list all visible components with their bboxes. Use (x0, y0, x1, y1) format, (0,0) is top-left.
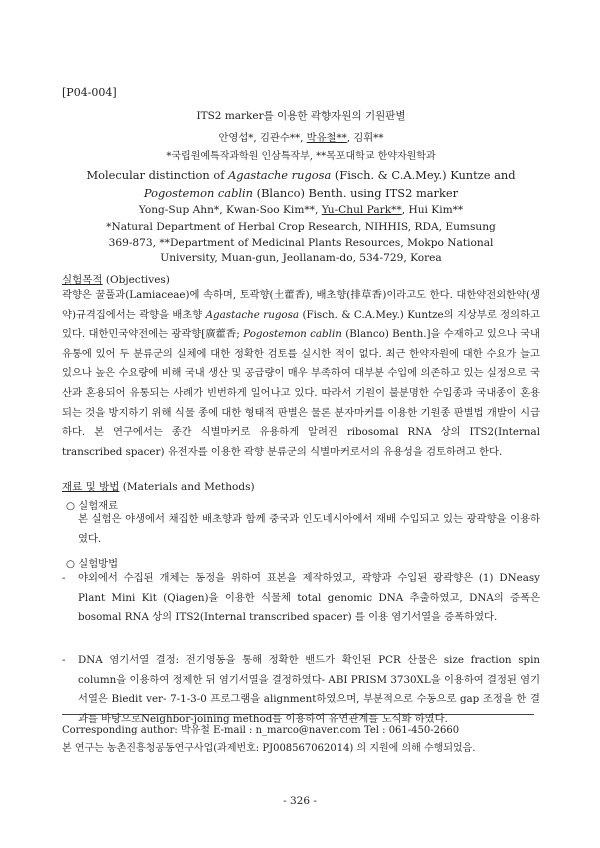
subheading-methods: ○ 실험방법 (66, 558, 119, 570)
objectives-text-1: 곽향은 꿀풀과(Lamiaceae)에 속하며, 토곽향(土藿香), 배초향(排草香)이라고도 한다. 대한약전외한약(생약)규격집에서는 곽향을 배초향 (62, 289, 540, 321)
section-heading-objectives (62, 272, 170, 287)
footnote-divider (62, 714, 534, 715)
objectives-heading-en: (Objectives) (102, 274, 170, 286)
title-en-text-b: (Fisch. & C.A.Mey.) Kuntze and (331, 168, 516, 182)
authors-korean (62, 129, 540, 144)
affiliation-english (62, 220, 540, 267)
method-item-1-text: 야외에서 수집된 개체는 동정을 위하여 표본을 제작하였고, 곽향과 수입된 광곽향은 (1) DNeasy Plant Mini Kit (Qiagen)을 이용한 식물체 total genomic DNA 추출하였고, DNA의 증폭은 bosomal RNA 상의 ITS2(Internal transcribed spacer) 를 이용 염기서열을 증폭하였다. (78, 572, 540, 624)
dash-marker: - (62, 654, 66, 666)
page-number: - 326 - (283, 795, 317, 807)
objectives-text-3: (Blanco) Benth.]을 수재하고 있으나 국내유통에 있어 두 분류군의 실체에 대한 정확한 검토를 실시한 적이 없다. 최근 한약자원에 대한 수요가 늘고 있으나 높은 수요량에 비해 국내 생산 및 공급량이 매우 부족하여 대부분 수입에 의존하고 있는 실정으로 국산과 혼용되어 유통되는 사례가 빈번하게 일어나고 있다. 따라서 기원이 불분명한 수입종과 국내종이 혼용되는 것을 방지하기 위해 식물 종에 대한 형태적 판별은 물론 분자마커를 이용한 기원종 판별법 개발이 시급하다. 본 연구에서는 종간 식별마커로 유용하게 알려진 ribosomal RNA 상의 ITS2(Internal transcribed spacer) 유전자를 이용한 곽향 분류군의 식별마커로서의 유용성을 검토하려고 한다. (62, 328, 540, 458)
species-name-agastache: Agastache rugosa (228, 168, 332, 182)
authors-english-part1: Yong-Sup Ahn*, Kwan-Soo Kim**, (138, 204, 322, 216)
authors-english-part2: , Hui Kim** (401, 204, 464, 216)
affiliation-korean: *국립원예특작과학원 인삼특작부, **목포대학교 한약자원학과 (166, 151, 436, 162)
affiliation-en-line1: *Natural Department of Herbal Crop Research, NIHHIS, RDA, Eumsung (106, 221, 496, 233)
species-name-pogostemon: Pogostemon cablin (143, 186, 253, 200)
presenting-author-english: Yu-Chul Park** (321, 204, 402, 216)
objectives-heading-ko: 실험목적 (62, 274, 103, 286)
authors-korean-part1: 안영섭*, 김관수**, (218, 132, 307, 144)
poster-code: [P04-004] (62, 86, 117, 99)
affiliation-en-line2: 369-873, **Department of Medicinal Plants Resources, Mokpo National (108, 236, 494, 249)
method-item-1 (62, 569, 540, 628)
section-heading-methods (62, 479, 255, 494)
subheading-materials: ○ 실험재료 (66, 500, 119, 512)
affiliation-en-line3: University, Muan-gun, Jeollanam-do, 534-729, Korea (160, 252, 442, 264)
methods-heading-en: (Materials and Methods) (119, 481, 255, 493)
title-en-text-c: (Blanco) Benth. using ITS2 marker (253, 186, 459, 200)
funding-note: 본 연구는 농촌진흥청공동연구사업(과제번호: PJ008567062014) 의 지원에 의해 수행되었음. (62, 743, 476, 754)
dash-marker: - (62, 572, 66, 584)
title-korean: ITS2 marker를 이용한 곽향자원의 기원판별 (196, 110, 406, 122)
objectives-species-1: Agastache rugosa (205, 308, 300, 321)
methods-heading-ko: 재료 및 방법 (62, 481, 120, 493)
authors-english (62, 204, 540, 216)
authors-korean-part2: , 김휘** (346, 132, 384, 144)
materials-paragraph: 본 실험은 야생에서 채집한 배초향과 함께 중국과 인도네시아에서 재배 수입되고 있는 광곽향을 이용하였다. (78, 513, 540, 545)
corresponding-author: Corresponding author: 박유철 E-mail : n_marco@naver.com Tel : 061-450-2660 (62, 725, 460, 736)
title-english (62, 166, 540, 202)
objectives-text-2: (Fisch. & C.A.Mey.) Kuntze의 지상부로 정의하고 있다. 대한민국약전에는 광곽향[廣藿香; (62, 308, 540, 341)
title-en-text-a: Molecular distinction of (86, 168, 229, 182)
method-item-2 (62, 651, 540, 729)
objectives-species-2: Pogostemon cablin (243, 328, 342, 341)
objectives-paragraph (62, 286, 540, 462)
presenting-author-korean: 박유철** (306, 132, 347, 144)
method-item-2-text: DNA 염기서열 결정: 전기영동을 통해 정확한 밴드가 확인된 PCR 산물은 size fraction spin column을 이용하여 정제한 뒤 염기서열을 결정하였다- ABI PRISM 3730XL을 이용하여 결정된 염기서열은 Biedit ver- 7-1-3-0 프로그램을 alignment하였으며, 부분적으로 수동으로 gap 조정을 한 결과를 바탕으로Neighbor-joining method를 이용하여 유연관계를 도식화 하였다. (78, 654, 541, 725)
